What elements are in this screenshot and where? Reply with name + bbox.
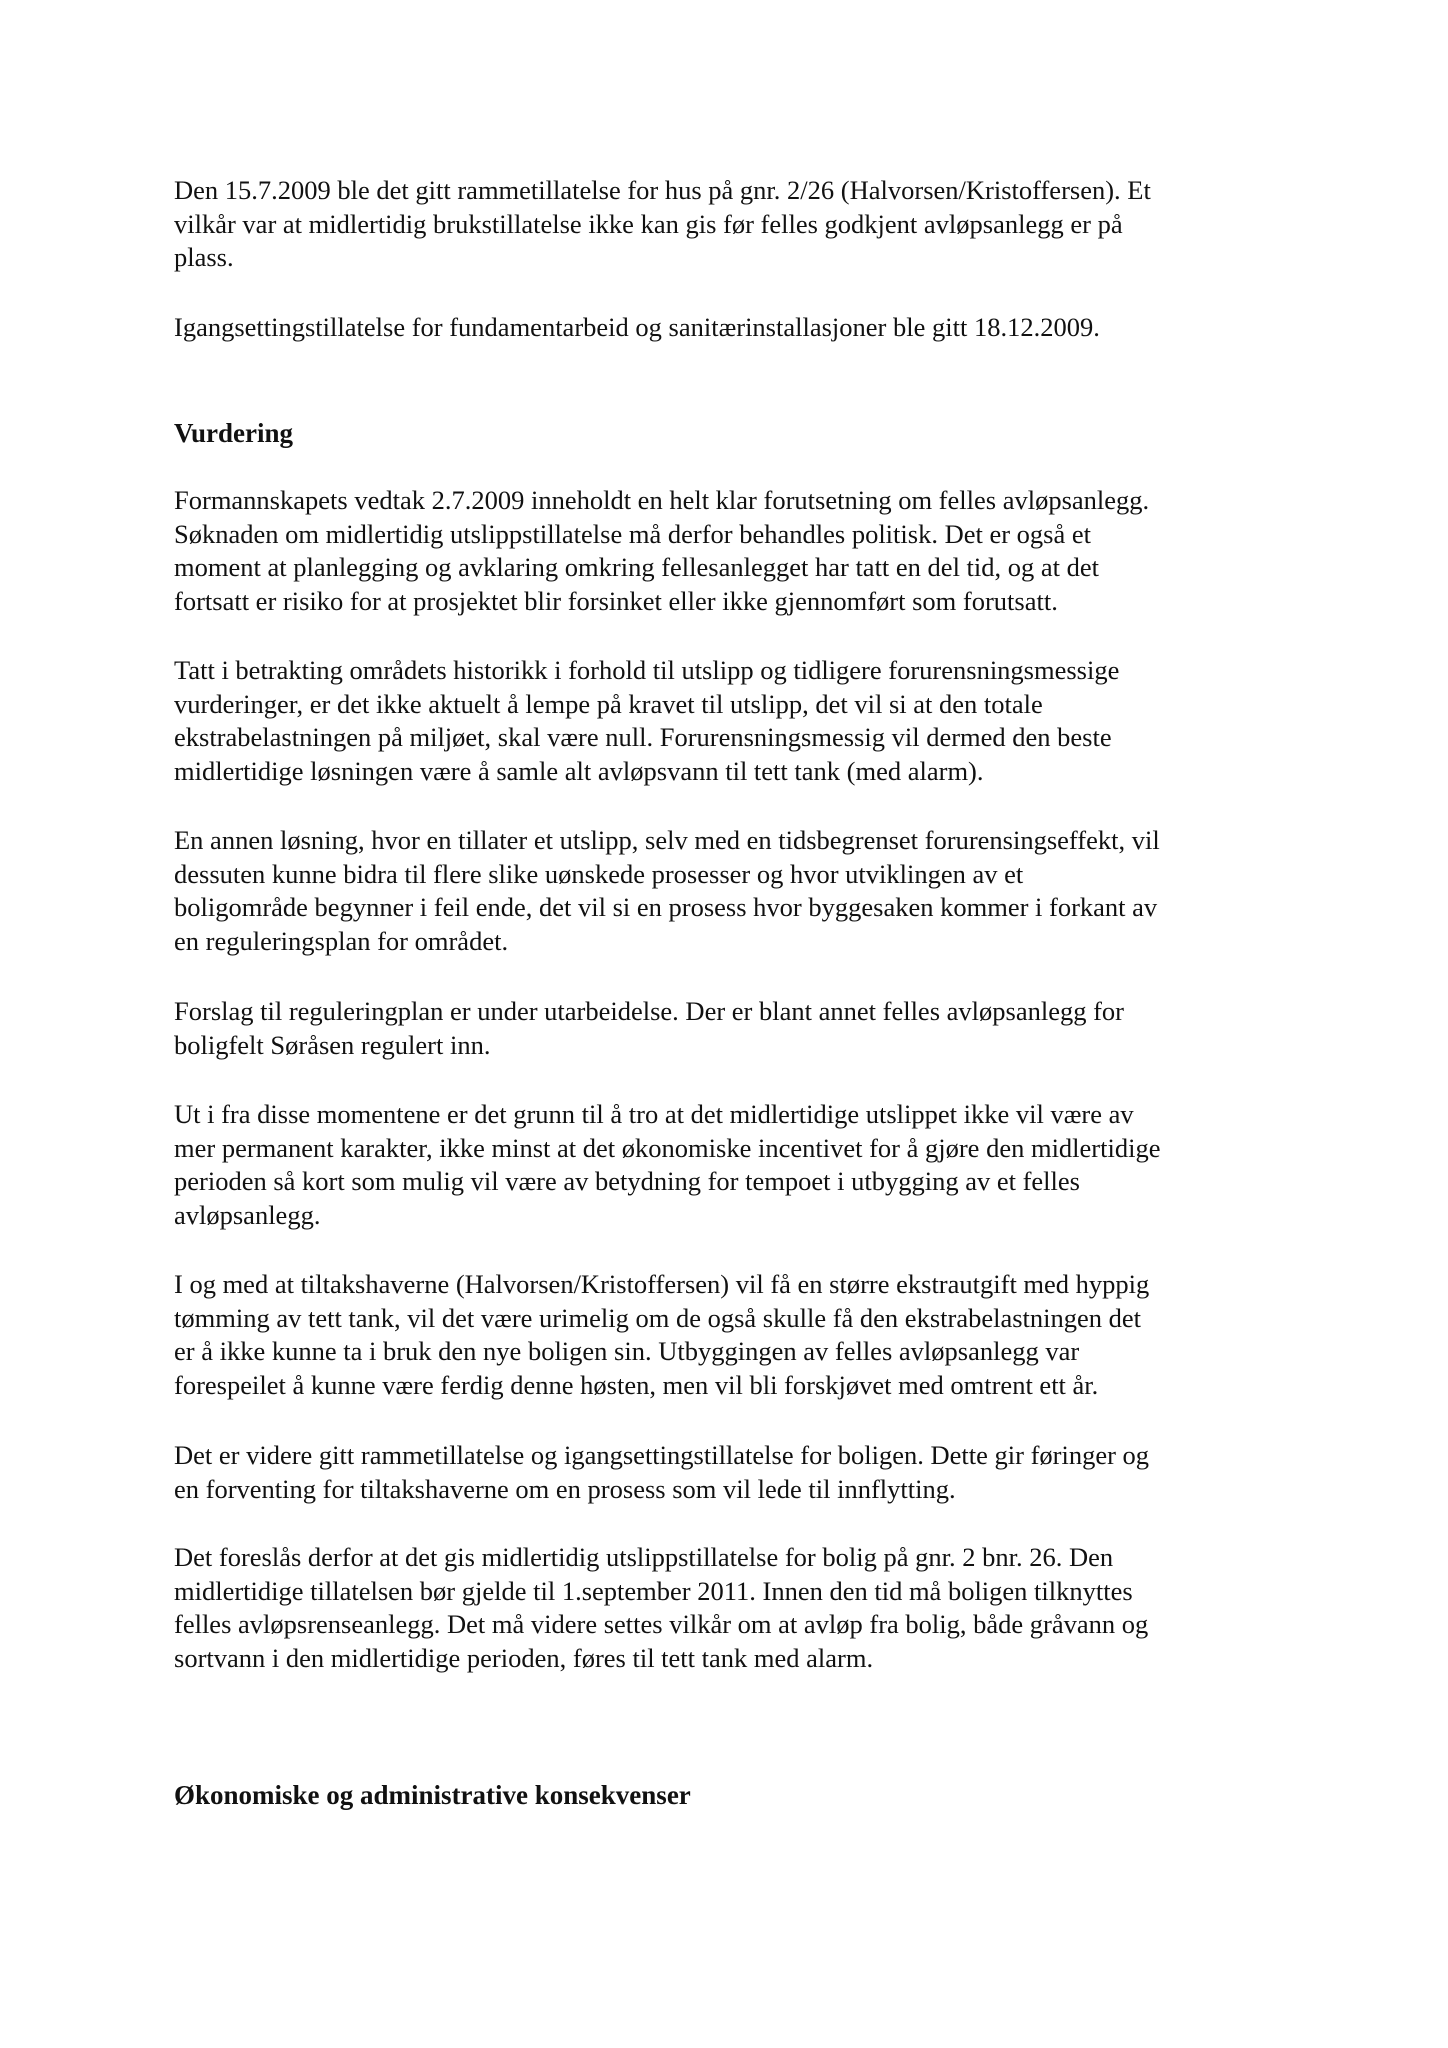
- text-line: midlertidige tillatelsen bør gjelde til 1.september 2011. Innen den tid må boligen tilknyttes: [174, 1575, 1133, 1606]
- text-line: er å ikke kunne ta i bruk den nye boligen sin. Utbyggingen av felles avløpsanlegg var: [174, 1336, 1080, 1367]
- paragraph-igangsetting-boligen: [174, 1439, 1294, 1506]
- text-line: Ut i fra disse momentene er det grunn til å tro at det midlertidige utslippet ikke vil være av: [174, 1099, 1134, 1129]
- text-line: plass.: [174, 242, 234, 273]
- text-line: tømming av tett tank, vil det være urimelig om de også skulle få den ekstrabelastningen det: [174, 1302, 1142, 1333]
- text-line: sortvann i den midlertidige perioden, føres til tett tank med alarm.: [174, 1642, 874, 1673]
- text-line: vilkår var at midlertidig brukstillatelse ikke kan gis før felles godkjent avløpsanlegg er på: [174, 208, 1123, 239]
- text-line: mer permanent karakter, ikke minst at det økonomiske incentivet for å gjøre den midlertidige: [174, 1132, 1161, 1163]
- paragraph-rammetillatelse: [174, 174, 1294, 275]
- paragraph-momentene: [174, 1098, 1294, 1232]
- text-line: en forventing for tiltakshaverne om en prosess som vil lede til innflytting.: [174, 1473, 956, 1504]
- text-line: En annen løsning, hvor en tillater et utslipp, selv med en tidsbegrenset forurensingseffekt, vil: [174, 825, 1160, 855]
- text-line: Forslag til reguleringplan er under utarbeidelse. Der er blant annet felles avløpsanlegg for: [174, 996, 1124, 1026]
- text-line: I og med at tiltakshaverne (Halvorsen/Kristoffersen) vil få en større ekstrautgift med hyppig: [174, 1269, 1150, 1299]
- text-line: Tatt i betrakting områdets historikk i forhold til utslipp og tidligere forurensningsmessige: [174, 655, 1120, 685]
- text-line: Den 15.7.2009 ble det gitt rammetillatelse for hus på gnr. 2/26 (Halvorsen/Kristoffersen). Et: [174, 175, 1151, 205]
- text-line: Formannskapets vedtak 2.7.2009 inneholdt en helt klar forutsetning om felles avløpsanlegg.: [174, 485, 1150, 515]
- paragraph-reguleringplan: [174, 995, 1294, 1062]
- text-line: fortsatt er risiko for at prosjektet blir forsinket eller ikke gjennomført som forutsatt.: [174, 585, 1058, 616]
- paragraph-formannskapets-vedtak: [174, 484, 1294, 618]
- paragraph-igangsettingstillatelse: [174, 311, 1294, 345]
- text-line: Søknaden om midlertidig utslippstillatelse må derfor behandles politisk. Det er også et: [174, 518, 1092, 549]
- paragraph-tiltakshaverne: [174, 1268, 1294, 1402]
- text-line: Det foreslås derfor at det gis midlertidig utslippstillatelse for bolig på gnr. 2 bnr. 26. Den: [174, 1542, 1114, 1572]
- paragraph-historikk: [174, 654, 1294, 788]
- text-line: en reguleringsplan for området.: [174, 925, 509, 956]
- text-line: moment at planlegging og avklaring omkring fellesanlegget har tatt en del tid, og at det: [174, 552, 1100, 583]
- text-line: forespeilet å kunne være ferdig denne høsten, men vil bli forskjøvet med omtrent ett år.: [174, 1369, 1099, 1400]
- heading-okonomiske-konsekvenser: Økonomiske og administrative konsekvenser: [174, 1780, 691, 1810]
- text-line: midlertidige løsningen være å samle alt avløpsvann til tett tank (med alarm).: [174, 755, 984, 786]
- text-line: avløpsanlegg.: [174, 1199, 321, 1230]
- text-line: felles avløpsrenseanlegg. Det må videre settes vilkår om at avløp fra bolig, både gråvann og: [174, 1609, 1149, 1640]
- paragraph-forslag-vedtak: [174, 1541, 1294, 1675]
- text-line: vurderinger, er det ikke aktuelt å lempe på kravet til utslipp, det vil si at den totale: [174, 688, 1043, 719]
- text-line: boligområde begynner i feil ende, det vil si en prosess hvor byggesaken kommer i forkant av: [174, 892, 1158, 923]
- text-line: Igangsettingstillatelse for fundamentarbeid og sanitærinstallasjoner ble gitt 18.12.2009.: [174, 312, 1100, 342]
- text-line: Det er videre gitt rammetillatelse og igangsettingstillatelse for boligen. Dette gir føringer og: [174, 1440, 1150, 1470]
- text-line: ekstrabelastningen på miljøet, skal være null. Forurensningsmessig vil dermed den beste: [174, 722, 1112, 753]
- heading-vurdering: Vurdering: [174, 418, 294, 448]
- text-line: perioden så kort som mulig vil være av betydning for tempoet i utbygging av et felles: [174, 1166, 1080, 1197]
- text-line: dessuten kunne bidra til flere slike uønskede prosesser og hvor utviklingen av et: [174, 858, 1024, 889]
- text-line: boligfelt Søråsen regulert inn.: [174, 1029, 491, 1060]
- paragraph-annen-losning: [174, 824, 1294, 958]
